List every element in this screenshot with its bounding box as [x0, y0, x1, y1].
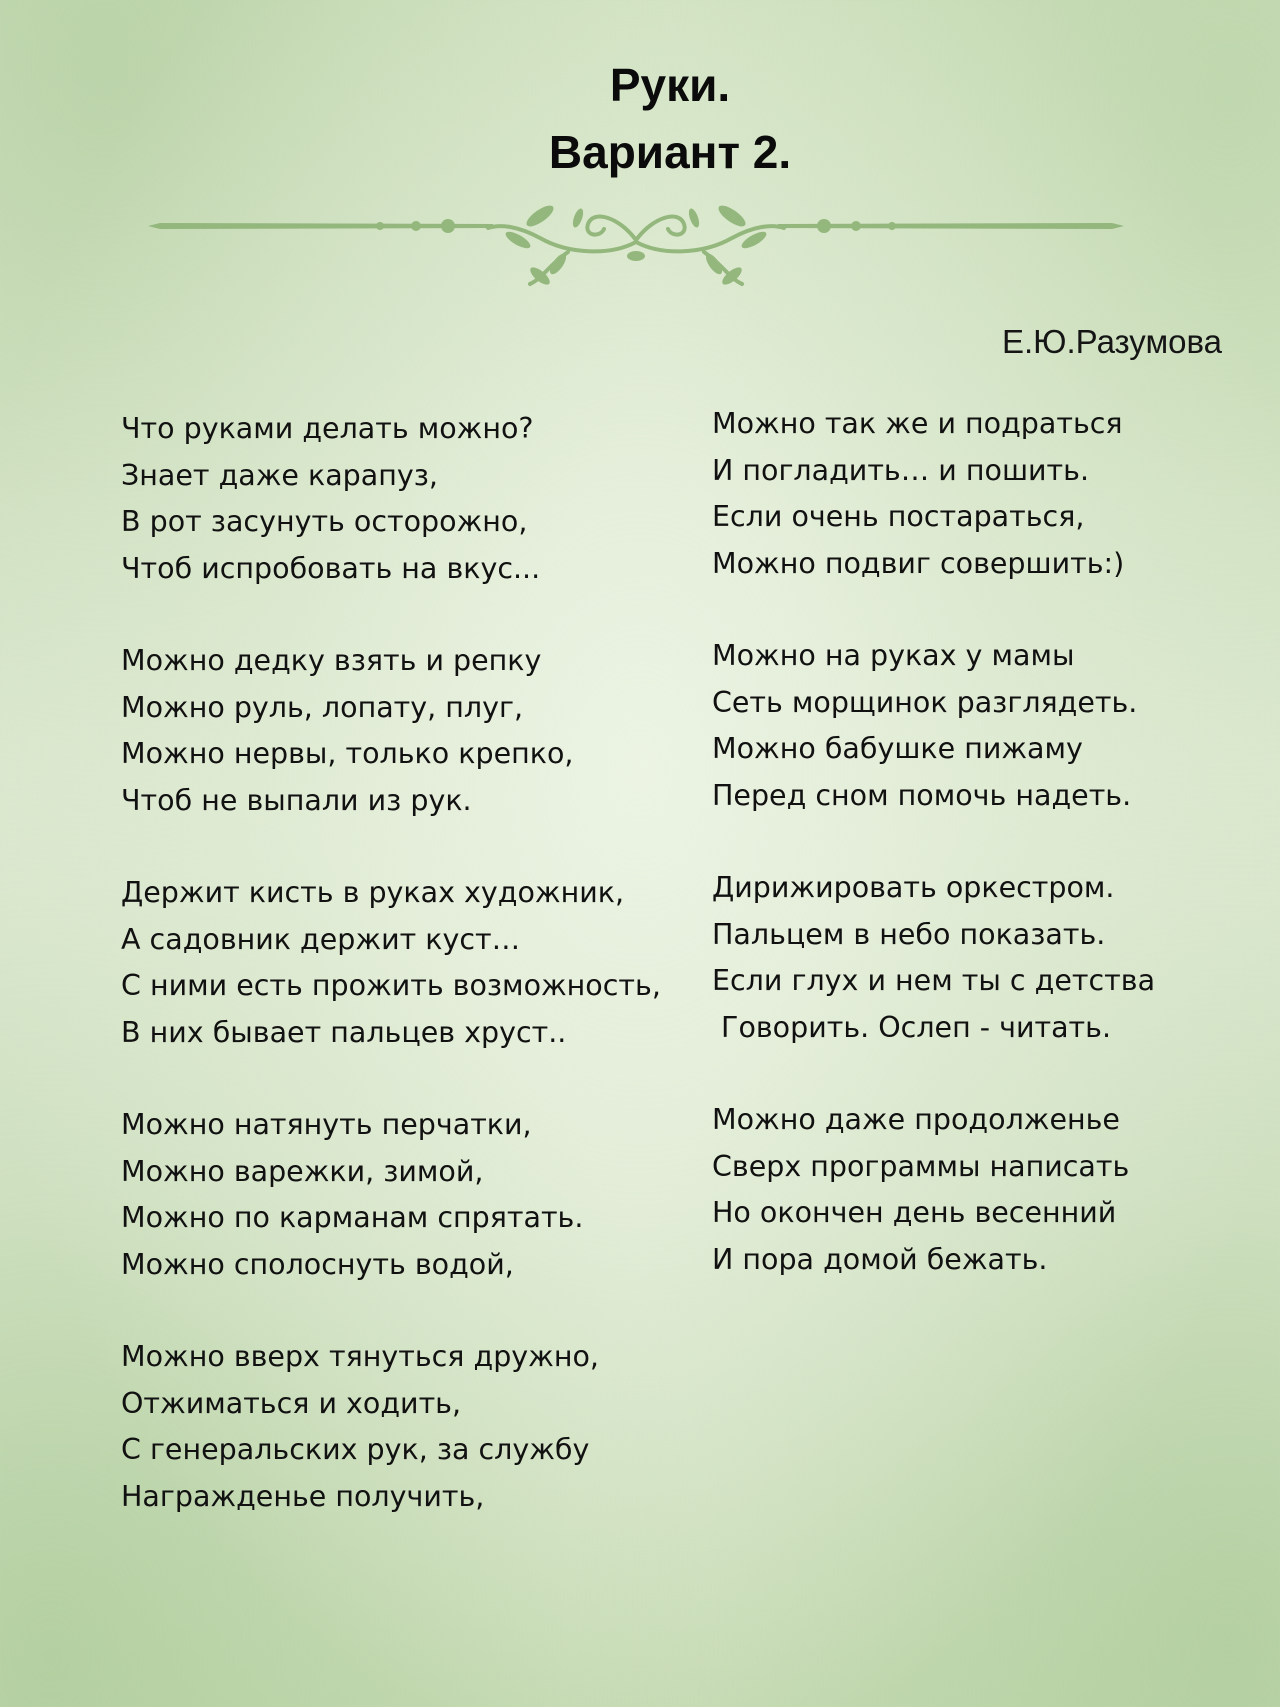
stanza — [121, 638, 741, 824]
poem-line: Отжиматься и ходить, — [121, 1386, 462, 1420]
poem-line: Если глух и нем ты с детства — [712, 964, 1156, 997]
poem-line: Перед сном помочь надеть. — [712, 778, 1132, 812]
stanza — [712, 1097, 1280, 1283]
poem-line: Можно по карманам спрятать. — [121, 1201, 584, 1234]
poem-line: Чтоб не выпали из рук. — [121, 783, 472, 817]
poem-line: Говорить. Ослеп - читать. — [712, 1010, 1112, 1044]
poem-line: Можно руль, лопату, плуг, — [121, 690, 524, 724]
poem-line: Можно вверх тянуться дружно, — [121, 1340, 599, 1373]
poem-line: В них бывает пальцев хруст.. — [121, 1015, 567, 1049]
poem-line: Можно натянуть перчатки, — [121, 1108, 532, 1141]
poem-line: Можно так же и подраться — [712, 407, 1123, 440]
poem-line: Можно подвиг совершить:) — [712, 546, 1125, 580]
poem-line: Но окончен день весенний — [712, 1196, 1117, 1229]
poem-line: Можно дедку взять и репку — [121, 644, 542, 677]
poem-line: Награжденье получить, — [121, 1479, 485, 1513]
poem-line: Можно нервы, только крепко, — [121, 737, 574, 770]
poem-line: В рот засунуть осторожно, — [121, 505, 528, 538]
poem-line: Можно бабушке пижаму — [712, 732, 1083, 765]
poem-line: Чтоб испробовать на вкус... — [121, 551, 541, 585]
poem-line: Сверх программы написать — [712, 1149, 1130, 1183]
stanza — [712, 401, 1280, 587]
floral-divider-icon — [148, 196, 1124, 292]
poem-line: Если очень постараться, — [712, 500, 1085, 533]
poem-line: Сеть морщинок разглядеть. — [712, 685, 1138, 719]
poem-line: И погладить… и пошить. — [712, 453, 1089, 487]
poem-line: Можно даже продолженье — [712, 1103, 1120, 1136]
poem-right-column — [712, 401, 1280, 1329]
poem-title: Руки. — [609, 59, 731, 111]
poem-line: Дирижировать оркестром. — [712, 871, 1115, 904]
poem-line: Пальцем в небо показать. — [712, 917, 1106, 951]
poem-line: Держит кисть в руках художник, — [121, 876, 625, 909]
poem-line: Можно варежки, зимой, — [121, 1154, 484, 1188]
poem-left-column — [121, 406, 741, 1566]
stanza — [121, 1334, 741, 1520]
poem-subtitle: Вариант 2. — [548, 126, 792, 178]
stanza — [121, 1102, 741, 1288]
poem-line: И пора домой бежать. — [712, 1242, 1048, 1276]
poem-line: А садовник держит куст… — [121, 922, 521, 956]
stanza — [121, 870, 741, 1056]
stanza — [712, 633, 1280, 819]
poem-line: Можно на руках у мамы — [712, 639, 1075, 672]
poem-line: Знает даже карапуз, — [121, 458, 438, 492]
poem-line: Что руками делать можно? — [121, 412, 534, 445]
poem-line: Можно сполоснуть водой, — [121, 1247, 514, 1281]
author-name: Е.Ю.Разумова — [1001, 323, 1222, 360]
poem-line: С ними есть прожить возможность, — [121, 969, 661, 1002]
stanza — [121, 406, 741, 592]
stanza — [712, 865, 1280, 1051]
poem-line: С генеральских рук, за службу — [121, 1433, 590, 1466]
